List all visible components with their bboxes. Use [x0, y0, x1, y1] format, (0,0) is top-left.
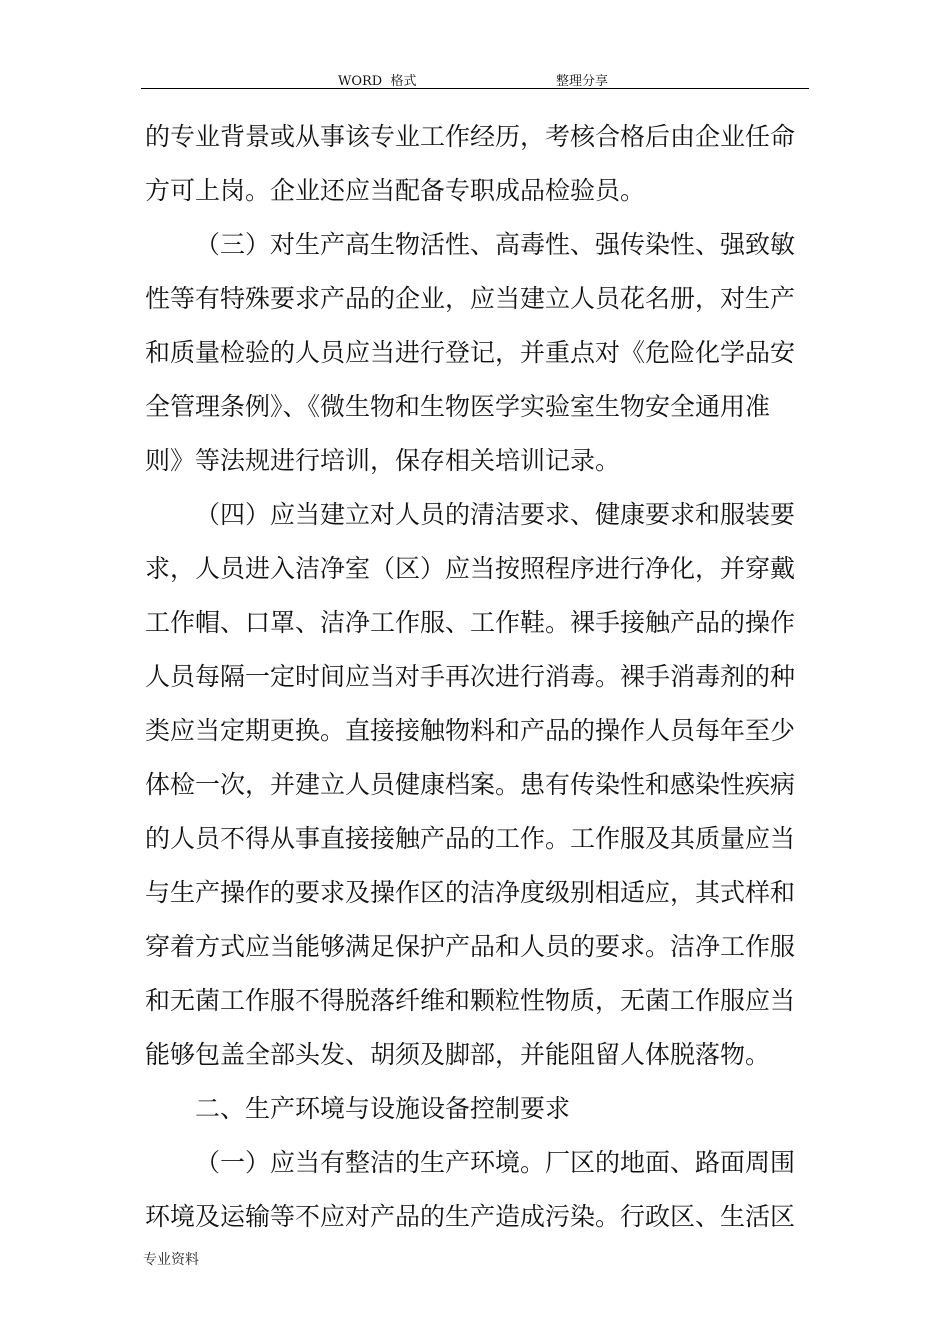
text-line-1: 的专业背景或从事该专业工作经历，考核合格后由企业任命	[145, 122, 796, 151]
text-line-16: 穿着方式应当能够满足保护产品和人员的要求。洁净工作服	[145, 932, 796, 961]
text-line-5: 和质量检验的人员应当进行登记，并重点对《危险化学品安	[145, 338, 796, 367]
text-line-9: 求，人员进入洁净室（区）应当按照程序进行净化，并穿戴	[145, 554, 796, 583]
page-footer: 专业资料	[143, 1252, 199, 1268]
text-line-8: （四）应当建立对人员的清洁要求、健康要求和服装要	[195, 500, 796, 529]
text-line-12: 类应当定期更换。直接接触物料和产品的操作人员每年至少	[145, 716, 796, 745]
document-body	[145, 110, 813, 1244]
text-line-13: 体检一次，并建立人员健康档案。患有传染性和感染性疾病	[145, 770, 796, 799]
text-line-10: 工作帽、口罩、洁净工作服、工作鞋。裸手接触产品的操作	[145, 608, 796, 637]
text-line-15: 与生产操作的要求及操作区的洁净度级别相适应，其式样和	[145, 878, 796, 907]
text-line-17: 和无菌工作服不得脱落纤维和颗粒性物质，无菌工作服应当	[145, 986, 796, 1015]
text-line-6: 全管理条例》、《微生物和生物医学实验室生物安全通用准	[145, 392, 771, 421]
text-line-21: 环境及运输等不应对产品的生产造成污染。行政区、生活区	[145, 1202, 796, 1231]
text-line-11: 人员每隔一定时间应当对手再次进行消毒。裸手消毒剂的种	[145, 662, 796, 691]
text-line-2: 方可上岗。企业还应当配备专职成品检验员。	[145, 176, 646, 205]
text-line-7: 则》等法规进行培训，保存相关培训记录。	[145, 446, 621, 475]
text-line-20: （一）应当有整洁的生产环境。厂区的地面、路面周围	[195, 1148, 796, 1177]
header-format-label: WORD 格式	[338, 74, 417, 89]
header-share-label: 整理分享	[556, 74, 609, 89]
text-line-18: 能够包盖全部头发、胡须及脚部，并能阻留人体脱落物。	[145, 1040, 771, 1069]
text-line-14: 的人员不得从事直接接触产品的工作。工作服及其质量应当	[145, 824, 796, 853]
section-heading: 二、生产环境与设施设备控制要求	[195, 1094, 571, 1123]
text-line-3: （三）对生产高生物活性、高毒性、强传染性、强致敏	[195, 230, 796, 259]
page-header	[141, 68, 809, 89]
text-line-4: 性等有特殊要求产品的企业，应当建立人员花名册，对生产	[145, 284, 796, 313]
